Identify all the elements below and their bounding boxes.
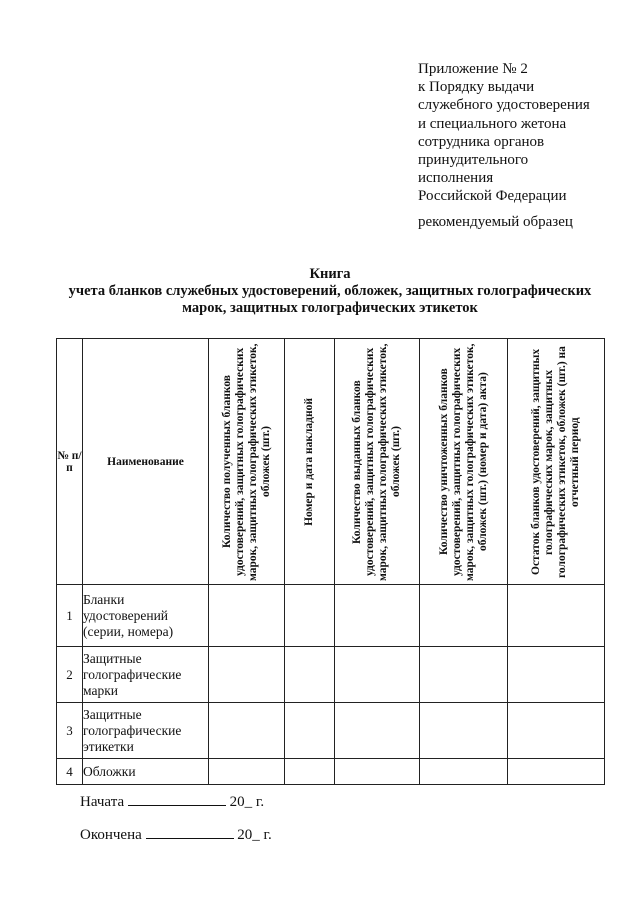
cell-destroyed[interactable] — [420, 759, 508, 785]
cell-destroyed[interactable] — [420, 585, 508, 647]
cell-invoice[interactable] — [285, 759, 335, 785]
accounting-table — [56, 338, 605, 785]
header-issued — [335, 339, 420, 585]
header-invoice-text: Номер и дата накладной — [303, 397, 315, 526]
appendix-line: принудительного — [418, 152, 529, 169]
started-label: Начата — [80, 794, 125, 810]
cell-received[interactable] — [209, 759, 285, 785]
row-name: Защитные голографические этикетки — [83, 703, 209, 759]
row-number: 1 — [57, 585, 83, 647]
row-name: Обложки — [83, 759, 209, 785]
row-number: 4 — [57, 759, 83, 785]
appendix-line: исполнения — [418, 170, 494, 187]
cell-issued[interactable] — [335, 759, 420, 785]
appendix-line: Российской Федерации — [418, 188, 567, 205]
cell-remainder[interactable] — [508, 759, 605, 785]
cell-remainder[interactable] — [508, 703, 605, 759]
appendix-line: и специального жетона — [418, 115, 567, 132]
started-line — [80, 793, 264, 811]
recommended-sample-label: рекомендуемый образец — [418, 214, 573, 230]
cell-issued[interactable] — [335, 703, 420, 759]
table-row — [57, 585, 605, 647]
cell-remainder[interactable] — [508, 585, 605, 647]
header-issued-text: Количество выданных бланков удостоверений, защитных голографических марок, защитных голографических этикеток, обложек (шт.) — [351, 342, 402, 581]
title-line-2: учета бланков служебных удостоверений, обложек, защитных голографических — [68, 283, 592, 299]
header-name: Наименование — [83, 339, 209, 585]
header-invoice — [285, 339, 335, 585]
appendix-block — [418, 60, 618, 206]
header-destroyed — [420, 339, 508, 585]
cell-issued[interactable] — [335, 585, 420, 647]
document-title — [40, 266, 620, 317]
cell-received[interactable] — [209, 585, 285, 647]
appendix-line: к Порядку выдачи — [418, 79, 535, 96]
row-number: 2 — [57, 647, 83, 703]
title-line-1: Книга — [309, 266, 351, 282]
header-number: № п/п — [57, 339, 83, 585]
header-destroyed-text: Количество уничтоженных бланков удостоверений, защитных голографических марок, защитных голографических этикеток, обложек (шт.) (номер и дата) акта) — [437, 342, 489, 581]
finished-date-blank[interactable] — [146, 826, 234, 839]
finished-label: Окончена — [80, 827, 142, 843]
header-remainder-text: Остаток бланков удостоверений, защитных голографических марок, защитных голографических этикеток, обложек (шт.) на отчетный период — [530, 345, 581, 578]
row-number: 3 — [57, 703, 83, 759]
finished-line — [80, 826, 272, 844]
header-remainder — [508, 339, 605, 585]
table-row — [57, 703, 605, 759]
cell-invoice[interactable] — [285, 703, 335, 759]
cell-destroyed[interactable] — [420, 647, 508, 703]
appendix-line: Приложение № 2 — [418, 61, 528, 77]
header-received-text: Количество полученных бланков удостоверений, защитных голографических марок, защитных голографических этикеток, обложек (шт.) — [220, 342, 272, 581]
row-name: Бланки удостоверений (серии, номера) — [83, 585, 209, 647]
finished-year: 20_ г. — [237, 827, 272, 843]
table-row — [57, 647, 605, 703]
cell-destroyed[interactable] — [420, 703, 508, 759]
cell-invoice[interactable] — [285, 585, 335, 647]
row-name: Защитные голографические марки — [83, 647, 209, 703]
table-header-row — [57, 339, 605, 585]
appendix-line: служебного удостоверения — [418, 97, 590, 114]
appendix-line: сотрудника органов — [418, 133, 545, 150]
cell-received[interactable] — [209, 703, 285, 759]
cell-issued[interactable] — [335, 647, 420, 703]
title-line-3: марок, защитных голографических этикеток — [182, 300, 478, 316]
header-received — [209, 339, 285, 585]
started-date-blank[interactable] — [128, 793, 226, 806]
started-year: 20_ г. — [229, 794, 265, 810]
table-row — [57, 759, 605, 785]
cell-remainder[interactable] — [508, 647, 605, 703]
cell-received[interactable] — [209, 647, 285, 703]
cell-invoice[interactable] — [285, 647, 335, 703]
